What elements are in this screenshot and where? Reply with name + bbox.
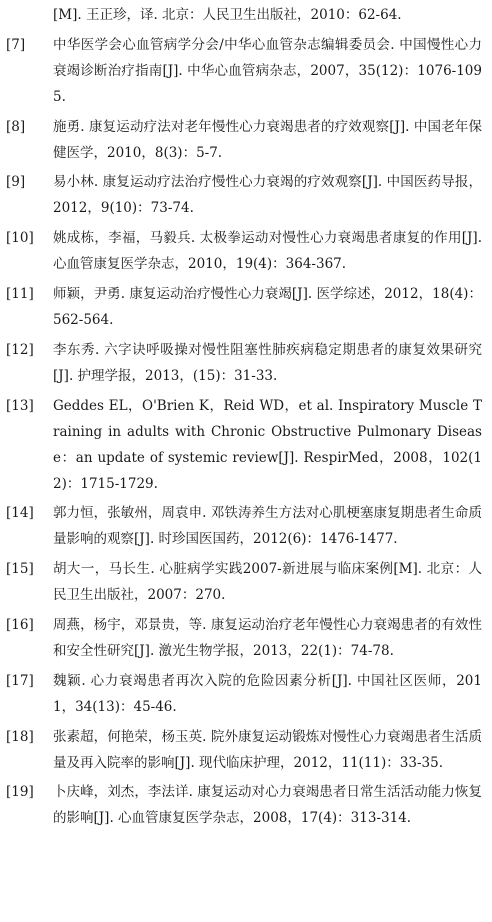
reference-text: 师颖，尹勇. 康复运动治疗慢性心力衰竭[J]. 医学综述，2012，18(4)：562-564. — [53, 285, 482, 328]
reference-number: [18] — [6, 728, 34, 745]
reference-item — [0, 114, 492, 166]
reference-number: [11] — [6, 285, 34, 302]
reference-number: [7] — [6, 36, 26, 53]
reference-text: 郭力恒，张敏州，周袁申. 邓铁涛养生方法对心肌梗塞康复期患者生命质量影响的观察[J]. 时珍国医国药，2012(6)：1476-1477. — [53, 505, 482, 548]
reference-text: 中华医学会心血管病学分会/中华心血管杂志编辑委员会. 中国慢性心力衰竭诊断治疗指南[J]. 中华心血管病杂志，2007，35(12)：1076-1095. — [53, 36, 482, 105]
reference-text: 易小林. 康复运动疗法治疗慢性心力衰竭的疗效观察[J]. 中国医药导报，2012，9(10)：73-74. — [53, 174, 482, 217]
reference-number: [14] — [6, 505, 34, 522]
reference-number: [8] — [6, 118, 26, 135]
reference-number: [13] — [6, 397, 34, 414]
reference-number: [17] — [6, 672, 34, 689]
reference-text: 张素超，何艳荣，杨玉英. 院外康复运动锻炼对慢性心力衰竭患者生活质量及再入院率的影响[J]. 现代临床护理，2012，11(11)：33-35. — [53, 728, 482, 771]
reference-text: 胡大一，马长生. 心脏病学实践2007-新进展与临床案例[M]. 北京：人民卫生出版社，2007：270. — [53, 561, 482, 604]
reference-item — [0, 612, 492, 664]
reference-text: 魏颖. 心力衰竭患者再次入院的危险因素分析[J]. 中国社区医师，2011，34(13)：45-46. — [53, 672, 482, 715]
reference-number: [19] — [6, 784, 34, 801]
reference-item — [0, 556, 492, 608]
reference-item — [0, 500, 492, 552]
reference-number: [16] — [6, 616, 34, 633]
reference-item — [0, 668, 492, 720]
reference-text: 施勇. 康复运动疗法对老年慢性心力衰竭患者的疗效观察[J]. 中国老年保健医学，2010，8(3)：5-7. — [53, 118, 482, 161]
reference-number: [9] — [6, 174, 26, 191]
reference-list — [0, 2, 492, 835]
reference-item — [0, 393, 492, 497]
reference-number: [12] — [6, 341, 34, 358]
reference-number: [10] — [6, 230, 34, 247]
reference-item — [0, 32, 492, 110]
reference-item — [0, 281, 492, 333]
reference-text: 卜庆峰，刘杰，李法详. 康复运动对心力衰竭患者日常生活活动能力恢复的影响[J]. 心血管康复医学杂志，2008，17(4)：313-314. — [53, 784, 482, 827]
reference-item — [0, 225, 492, 277]
reference-text: Geddes EL，O'Brien K，Reid WD，et al. Inspiratory Muscle Training in adults with Chronic Obstructive Pulmonary Disease：an update of systemic review[J]. RespirMed，2008，102(12)：1715-1729. — [53, 397, 482, 492]
reference-item — [0, 724, 492, 776]
reference-text: 姚成栋，李福，马毅兵. 太极拳运动对慢性心力衰竭患者康复的作用[J]. 心血管康复医学杂志，2010，19(4)：364-367. — [53, 230, 482, 273]
reference-text: 周燕，杨宇，邓景贵，等. 康复运动治疗老年慢性心力衰竭患者的有效性和安全性研究[J]. 激光生物学报，2013，22(1)：74-78. — [53, 616, 482, 659]
reference-item — [0, 2, 492, 28]
reference-number: [15] — [6, 561, 34, 578]
reference-item — [0, 169, 492, 221]
reference-text: 李东秀. 六字诀呼吸操对慢性阻塞性肺疾病稳定期患者的康复效果研究[J]. 护理学报，2013，(15)：31-33. — [53, 341, 482, 384]
reference-item — [0, 779, 492, 831]
reference-item — [0, 337, 492, 389]
reference-text: [M]. 王正珍，译. 北京：人民卫生出版社，2010：62-64. — [53, 7, 402, 23]
